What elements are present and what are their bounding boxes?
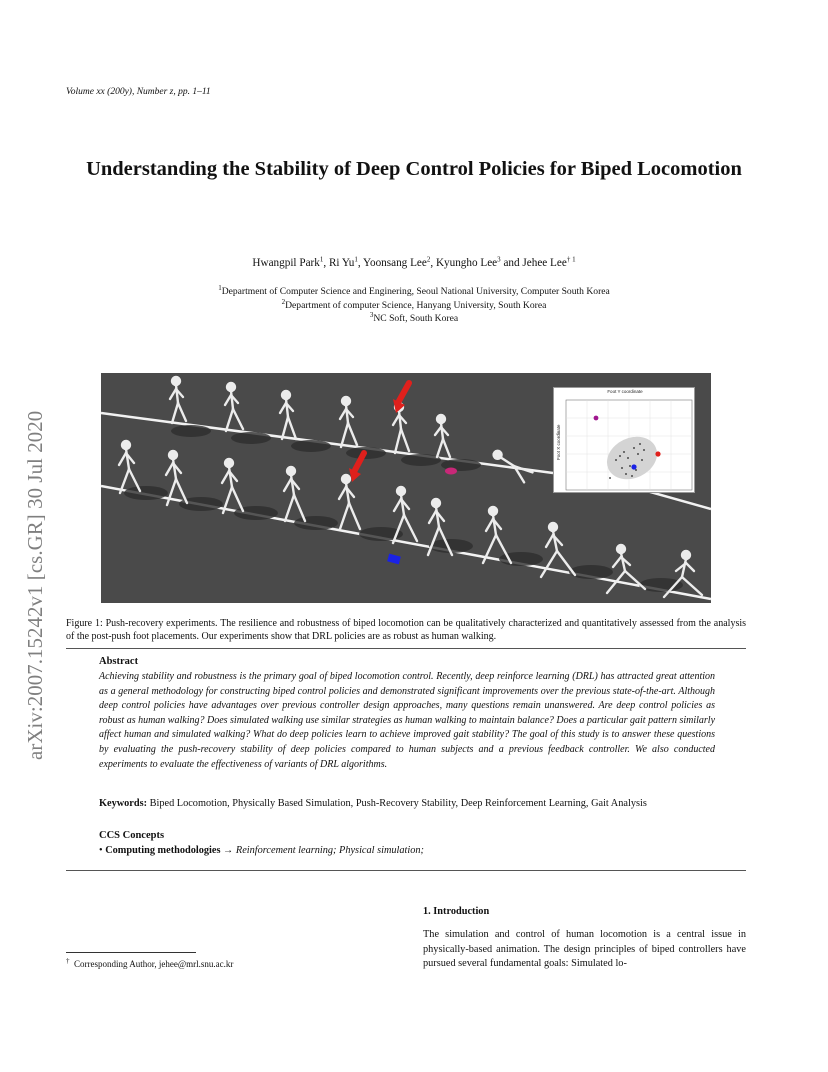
affiliation-sup: 2 [281, 297, 286, 306]
author-name: Kyungho Lee [435, 257, 498, 269]
push-arrow [399, 383, 409, 401]
ccs-bullet: • [99, 845, 103, 856]
inset-title: Foot Y coordinate [607, 389, 643, 394]
abstract-text: Achieving stability and robustness is the primary goal of biped locomotion control. Recently, deep reinforce learning (DRL) has attracted great attention as a general methodology for constructing biped control policies and demonstrated significant improvements over the previous state-of-the-art. Although deep control policies have advantages over previous controller design approaches, many questions remain unanswered. Are deep control policies as robust as human walking? Does simulated walking use similar strategies as human walking to maintain balance? Does a particular gait pattern similarly affect human and simulated walking? What do deep policies learn to achieve improved gait stability? The goal of this study is to answer these questions by evaluating the push-recovery stability of deep policies compared to human subjects and a previous feedback controller. We also conducted experiments to evaluate the effectiveness of variants of DRL algorithms. [99, 671, 716, 770]
author-list: Hwangpil Park$^1$, Ri Yu$^1$, Yoonsang Lee$^2$, Kyungho Lee$^3$ and Jehee Lee$^{\dagger 1}$ [252, 255, 576, 269]
footnote-text: Corresponding Author, jehee@mrl.snu.ac.kr [74, 959, 234, 969]
keywords [99, 797, 715, 811]
keywords-text: Biped Locomotion, Physically Based Simulation, Push-Recovery Stability, Deep Reinforcement Learning, Gait Analysis [149, 798, 647, 809]
author-sup: † 1 [566, 255, 576, 264]
foot-placement-inset-plot [553, 387, 695, 493]
section-rule [66, 870, 746, 871]
keywords-label: Keywords: [99, 798, 148, 809]
affiliation-text: Department of Computer Science and Enginering, Seoul National University, Computer South Korea [221, 286, 610, 297]
ccs-main: Computing methodologies [105, 845, 221, 856]
inset-point-red [655, 451, 660, 456]
affiliation [60, 285, 768, 299]
caption-rule [66, 648, 746, 649]
arxiv-stamp: arXiv:2007.15242v1 [cs.GR] 30 Jul 2020 [24, 410, 47, 760]
inset-ylabel: Foot X coordinate [556, 424, 561, 460]
footnote [66, 959, 233, 969]
ccs-arrow: → [223, 845, 234, 856]
author-name: Hwangpil Park [252, 257, 320, 269]
affiliation [60, 312, 768, 326]
journal-line: Volume xx (200y), Number z, pp. 1–11 [66, 87, 211, 97]
author-sup: 3 [497, 255, 501, 264]
inset-point-blue [631, 464, 636, 469]
inset-point-magenta [594, 416, 599, 421]
footnote-mark: † [66, 957, 70, 965]
section-heading-introduction: 1. Introduction [423, 906, 490, 917]
foot-marker-blue [387, 554, 401, 565]
author-and: and [503, 257, 520, 269]
affiliation-list [60, 285, 768, 326]
ccs-concepts [99, 845, 424, 856]
affiliation-text: NC Soft, South Korea [373, 313, 459, 324]
author-sup: 2 [426, 255, 431, 264]
footnote-rule [66, 952, 196, 953]
introduction-text: The simulation and control of human locomotion is a central issue in physically-based animation. The design principles of biped controllers have pursued several fundamental goals: Simulated lo- [423, 929, 746, 970]
author-sup: 1 [319, 255, 324, 264]
affiliation-text: Department of computer Science, Hanyang University, South Korea [285, 299, 547, 311]
inset-plot-area [554, 388, 696, 494]
author-sup: 1 [354, 255, 358, 264]
author-name: Jehee Lee [522, 257, 567, 269]
figure-caption: Figure 1: Push-recovery experiments. The resilience and robustness of biped locomotion can be qualitatively characterized and quantitatively assessed from the analysis of the post-push foot placements. Our experiments show that DRL policies are as robust as human walking. [66, 618, 746, 643]
foot-marker-magenta [445, 468, 457, 475]
affiliation-sup: 3 [369, 310, 374, 319]
ccs-heading: CCS Concepts [99, 830, 165, 841]
abstract-heading: Abstract [99, 656, 139, 667]
teaser-figure [101, 373, 711, 603]
affiliation-sup: 1 [218, 283, 222, 292]
paper-title: Understanding the Stability of Deep Control Policies for Biped Locomotion [86, 158, 742, 180]
author-name: Ri Yu [328, 257, 355, 269]
ccs-sub: Reinforcement learning; Physical simulation; [235, 845, 424, 856]
affiliation [60, 299, 768, 313]
author-name: Yoonsang Lee [363, 257, 427, 269]
